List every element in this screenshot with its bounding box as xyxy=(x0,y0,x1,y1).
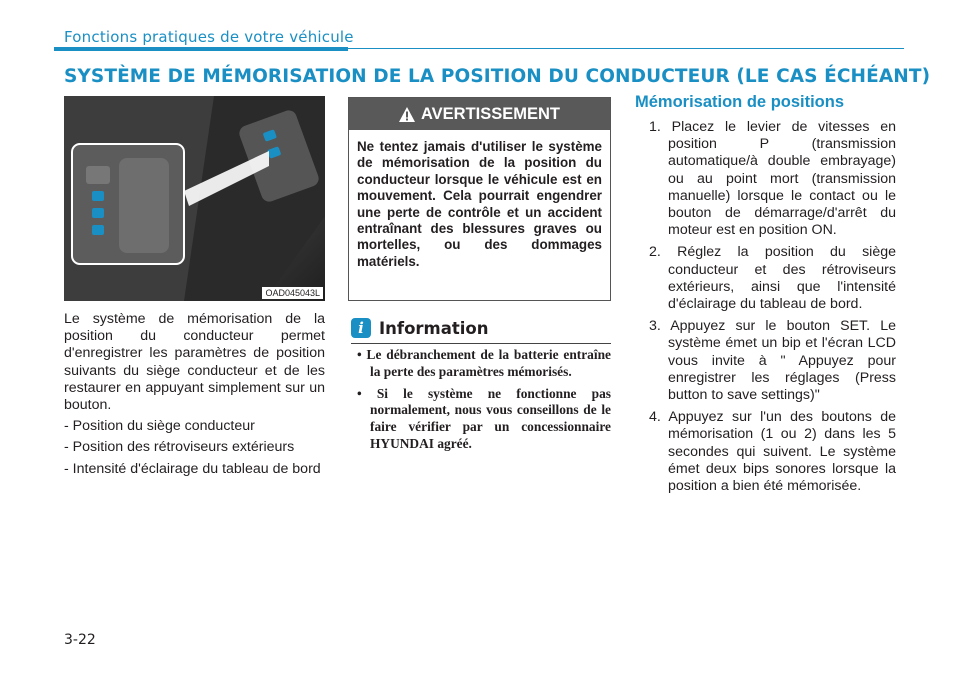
list-item: - Intensité d'éclairage du tableau de bord xyxy=(64,460,321,477)
list-item: - Position du siège conducteur xyxy=(64,418,255,435)
step-item: 1. Placez le levier de vitesses en position P (transmission automatique/à double embrayage) ou au point mort (transmission manuelle) lorsque le contact ou le bouton de démarrage/d'arrêt du moteur est en position ON. xyxy=(649,119,896,239)
memorized-settings-list xyxy=(64,418,325,478)
page-number: 3-22 xyxy=(64,632,96,648)
info-icon: i xyxy=(351,318,371,338)
intro-paragraph: Le système de mémorisation de la position du conducteur permet d'enregistrer les paramètres de position suivants du siège conducteur et de les restaurer en appuyant simplement sur un bouton. xyxy=(64,311,325,414)
warning-box xyxy=(348,97,611,301)
warning-title: AVERTISSEMENT xyxy=(420,104,561,123)
list-item: - Position des rétroviseurs extérieurs xyxy=(64,439,295,456)
chapter-title: Fonctions pratiques de votre véhicule xyxy=(64,28,354,46)
list-item: • Si le système ne fonctionne pas normalement, nous vous conseillons de le faire vérifier par un concessionnaire HYUNDAI agréé. xyxy=(357,385,611,451)
information-list xyxy=(357,347,611,458)
door-memory-buttons-photo xyxy=(64,96,325,301)
warning-header xyxy=(349,98,610,130)
memorisation-title: Mémorisation de positions xyxy=(635,93,845,111)
step-item: 2. Réglez la position du siège conducteur et des rétroviseurs extérieurs, ainsi que l'intensité d'éclairage du tableau de bord. xyxy=(649,244,896,313)
step-item: 4. Appuyez sur l'un des boutons de mémorisation (1 ou 2) dans les 5 secondes qui suivent. Le système émet deux bips sonores lorsque la position a bien été mémorisée. xyxy=(649,409,896,495)
list-item: • Le débranchement de la batterie entraîne la perte des paramètres mémorisés. xyxy=(357,347,611,379)
header-accent-bar xyxy=(54,47,348,51)
warning-triangle-icon xyxy=(399,107,415,122)
warning-text: Ne tentez jamais d'utiliser le système de mémorisation de la position du conducteur lorsque le véhicule est en mouvement. Cela pourrait engendrer une perte de contrôle et un accident entraînant des blessures graves ou mortelles, ou des dommages matériels. xyxy=(357,139,602,269)
memorisation-steps xyxy=(649,119,896,500)
header-rule xyxy=(348,48,904,49)
information-rule xyxy=(351,343,611,344)
figure-label: OAD045043L xyxy=(262,287,323,299)
intro-column xyxy=(64,311,325,482)
step-item: 3. Appuyez sur le bouton SET. Le système émet un bip et l'écran LCD vous invite à " Appuyez pour enregistrer les réglages (Press button to save settings)" xyxy=(649,318,896,404)
door-panel-illustration xyxy=(64,96,325,301)
section-title: SYSTÈME DE MÉMORISATION DE LA POSITION DU CONDUCTEUR (LE CAS ÉCHÉANT) xyxy=(64,66,931,87)
information-title: Information xyxy=(379,318,489,338)
information-header xyxy=(351,318,489,338)
